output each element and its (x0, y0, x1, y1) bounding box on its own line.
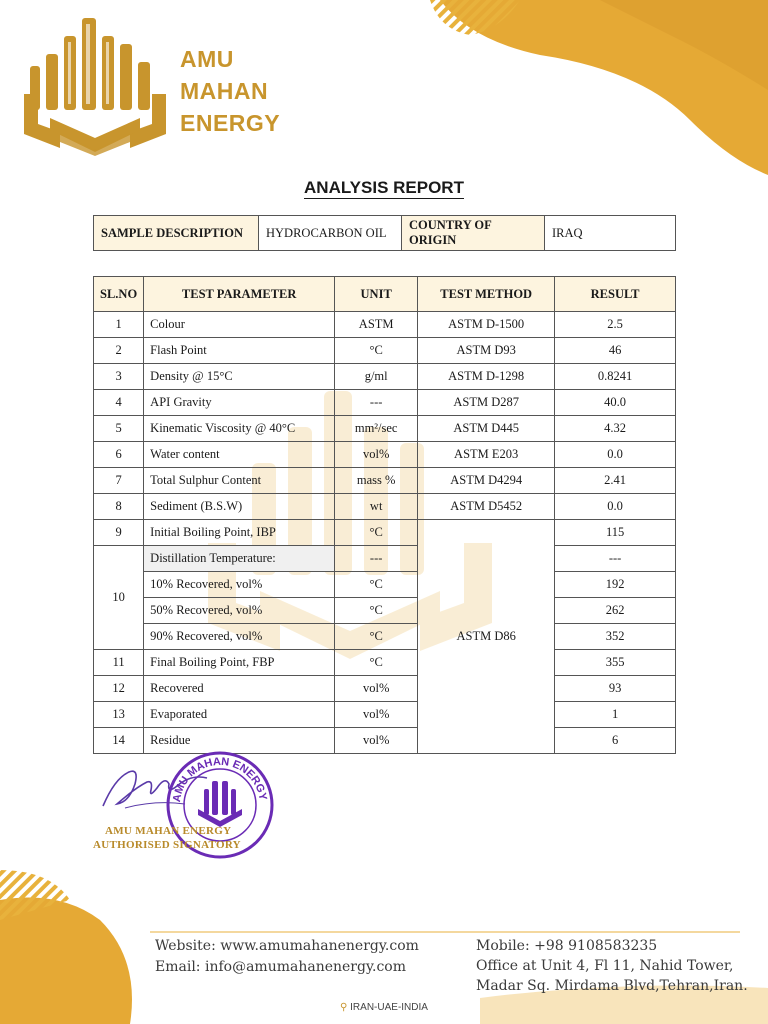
brand-name-line1: AMU (180, 46, 234, 72)
cell-unit: °C (335, 650, 418, 676)
cell-method-merged: ASTM D86 (418, 520, 555, 754)
cell-result: 40.0 (555, 390, 676, 416)
company-logo-icon (20, 14, 170, 156)
cell-unit: °C (335, 624, 418, 650)
cell-sl: 1 (94, 312, 144, 338)
cell-result: 115 (555, 520, 676, 546)
cell-parameter: Sediment (B.S.W) (144, 494, 335, 520)
cell-parameter: Final Boiling Point, FBP (144, 650, 335, 676)
cell-unit: °C (335, 520, 418, 546)
cell-parameter: Distillation Temperature: (144, 546, 335, 572)
cell-sl: 4 (94, 390, 144, 416)
cell-sl: 11 (94, 650, 144, 676)
cell-sl: 3 (94, 364, 144, 390)
brand-name-line2: MAHAN (180, 78, 269, 104)
cell-unit: vol% (335, 676, 418, 702)
report-title (0, 178, 768, 198)
cell-sl: 8 (94, 494, 144, 520)
table-row (94, 676, 676, 702)
table-row (94, 702, 676, 728)
cell-result: 0.0 (555, 442, 676, 468)
cell-parameter: Residue (144, 728, 335, 754)
cell-unit: vol% (335, 728, 418, 754)
sample-description-label: SAMPLE DESCRIPTION (94, 216, 259, 251)
cell-sl: 6 (94, 442, 144, 468)
table-row (94, 546, 676, 572)
cell-parameter: Recovered (144, 676, 335, 702)
cell-result: 2.5 (555, 312, 676, 338)
cell-unit: ASTM (335, 312, 418, 338)
cell-result: 1 (555, 702, 676, 728)
cell-sl: 2 (94, 338, 144, 364)
cell-parameter: 50% Recovered, vol% (144, 598, 335, 624)
header-test-method: TEST METHOD (418, 277, 555, 312)
country-of-origin-label: COUNTRY OF ORIGIN (402, 216, 545, 251)
cell-sl: 13 (94, 702, 144, 728)
footer-email: Email: info@amumahanenergy.com (155, 959, 406, 975)
footer-locations-text: IRAN-UAE-INDIA (350, 1002, 428, 1013)
cell-parameter: Water content (144, 442, 335, 468)
country-of-origin-value: IRAQ (545, 216, 676, 251)
cell-result: 2.41 (555, 468, 676, 494)
cell-parameter: 90% Recovered, vol% (144, 624, 335, 650)
header-sl-no: SL.NO (94, 277, 144, 312)
sample-info-table (93, 215, 676, 251)
cell-result: 0.8241 (555, 364, 676, 390)
signatory-title: AUTHORISED SIGNATORY (93, 839, 241, 851)
header-unit: UNIT (335, 277, 418, 312)
analysis-results-table (93, 276, 676, 754)
cell-unit: vol% (335, 702, 418, 728)
cell-result: 4.32 (555, 416, 676, 442)
sample-description-value: HYDROCARBON OIL (259, 216, 402, 251)
cell-sl: 5 (94, 416, 144, 442)
footer-mobile: Mobile: +98 9108583235 (476, 938, 658, 954)
cell-parameter: Initial Boiling Point, IBP (144, 520, 335, 546)
cell-result: 262 (555, 598, 676, 624)
report-title-text: ANALYSIS REPORT (304, 178, 464, 197)
cell-parameter: Evaporated (144, 702, 335, 728)
cell-sl: 14 (94, 728, 144, 754)
table-row (94, 624, 676, 650)
cell-parameter: 10% Recovered, vol% (144, 572, 335, 598)
brand-name-line3: ENERGY (180, 110, 281, 136)
cell-result: 0.0 (555, 494, 676, 520)
cell-method: ASTM D-1500 (418, 312, 555, 338)
cell-sl: 10 (94, 546, 144, 650)
cell-method: ASTM D445 (418, 416, 555, 442)
cell-sl: 7 (94, 468, 144, 494)
cell-result: --- (555, 546, 676, 572)
table-row (94, 468, 676, 494)
cell-unit: °C (335, 572, 418, 598)
cell-unit: °C (335, 338, 418, 364)
cell-sl: 12 (94, 676, 144, 702)
header-test-parameter: TEST PARAMETER (144, 277, 335, 312)
cell-parameter: Kinematic Viscosity @ 40°C (144, 416, 335, 442)
cell-method: ASTM E203 (418, 442, 555, 468)
table-row (94, 520, 676, 546)
cell-unit: °C (335, 598, 418, 624)
cell-unit: mass % (335, 468, 418, 494)
table-row (94, 338, 676, 364)
cell-method: ASTM D5452 (418, 494, 555, 520)
cell-result: 352 (555, 624, 676, 650)
table-row (94, 312, 676, 338)
table-header-row (94, 277, 676, 312)
cell-unit: g/ml (335, 364, 418, 390)
table-row (94, 598, 676, 624)
cell-method: ASTM D93 (418, 338, 555, 364)
footer-office-line1: Office at Unit 4, Fl 11, Nahid Tower, (476, 958, 734, 974)
cell-unit: mm²/sec (335, 416, 418, 442)
location-pin-icon: ⚲ (340, 1002, 348, 1013)
footer-office-line2: Madar Sq. Mirdama Blvd,Tehran,Iran. (476, 978, 748, 994)
table-row (94, 416, 676, 442)
cell-parameter: Total Sulphur Content (144, 468, 335, 494)
cell-unit: --- (335, 390, 418, 416)
cell-unit: vol% (335, 442, 418, 468)
cell-unit: --- (335, 546, 418, 572)
cell-method: ASTM D-1298 (418, 364, 555, 390)
cell-result: 355 (555, 650, 676, 676)
header-result: RESULT (555, 277, 676, 312)
cell-method: ASTM D287 (418, 390, 555, 416)
cell-parameter: Colour (144, 312, 335, 338)
signatory-company: AMU MAHAN ENERGY (105, 825, 232, 837)
footer-website: Website: www.amumahanenergy.com (155, 938, 419, 954)
cell-parameter: Flash Point (144, 338, 335, 364)
table-row (94, 650, 676, 676)
cell-parameter: API Gravity (144, 390, 335, 416)
stamp-text: AMU MAHAN ENERGY (170, 755, 269, 803)
table-row (94, 390, 676, 416)
table-row (94, 494, 676, 520)
footer-locations (0, 1002, 768, 1013)
table-row (94, 442, 676, 468)
table-row (94, 364, 676, 390)
cell-result: 6 (555, 728, 676, 754)
cell-result: 93 (555, 676, 676, 702)
table-row (94, 572, 676, 598)
cell-unit: wt (335, 494, 418, 520)
cell-result: 192 (555, 572, 676, 598)
cell-sl: 9 (94, 520, 144, 546)
cell-method: ASTM D4294 (418, 468, 555, 494)
cell-result: 46 (555, 338, 676, 364)
cell-parameter: Density @ 15°C (144, 364, 335, 390)
